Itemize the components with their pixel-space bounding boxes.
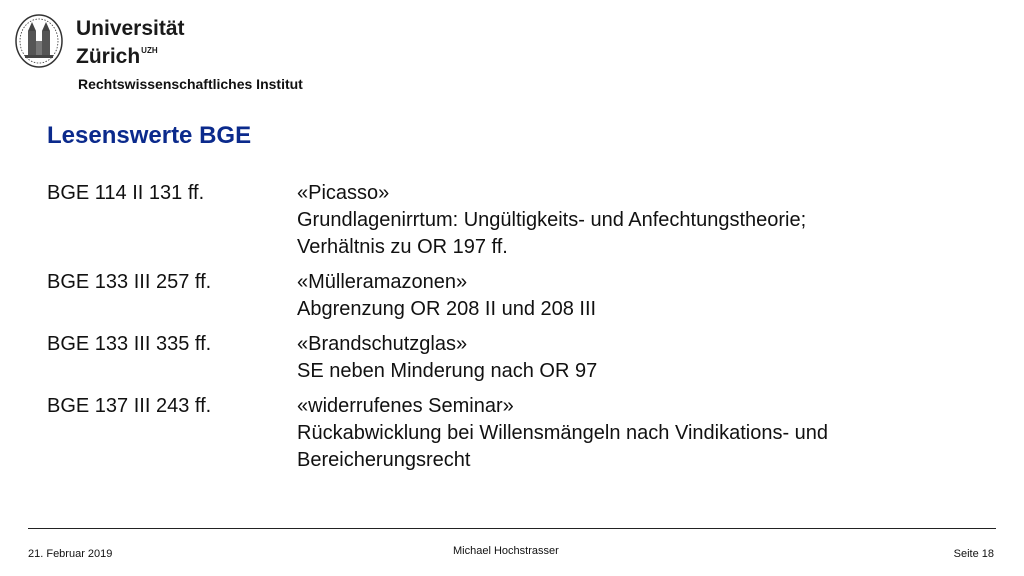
case-name: «widerrufenes Seminar» xyxy=(297,395,514,417)
university-seal-icon xyxy=(14,13,64,69)
footer-divider xyxy=(28,528,996,529)
list-item xyxy=(47,331,997,385)
case-name: «Picasso» xyxy=(297,182,390,204)
case-name: «Brandschutzglas» xyxy=(297,333,468,355)
case-reference: BGE 137 III 243 ff. xyxy=(47,395,212,417)
case-topic: Rückabwicklung bei Willensmängeln nach Vindikations- und xyxy=(297,422,829,444)
list-item xyxy=(47,269,997,323)
case-reference: BGE 114 II 131 ff. xyxy=(47,182,205,204)
footer-author: Michael Hochstrasser xyxy=(453,545,559,557)
case-topic: SE neben Minderung nach OR 97 xyxy=(297,360,598,382)
slide-title: Lesenswerte BGE xyxy=(47,122,252,149)
case-topic: Abgrenzung OR 208 II und 208 III xyxy=(297,298,597,320)
case-name: «Mülleramazonen» xyxy=(297,271,468,293)
page-number: Seite 18 xyxy=(953,548,994,560)
list-item xyxy=(47,393,997,474)
case-description xyxy=(297,180,806,261)
list-item xyxy=(47,180,997,261)
entry-list xyxy=(47,180,997,482)
case-reference: BGE 133 III 335 ff. xyxy=(47,333,212,355)
case-topic: Verhältnis zu OR 197 ff. xyxy=(297,236,508,258)
case-description xyxy=(297,331,597,385)
case-description xyxy=(297,269,596,323)
footer-date: 21. Februar 2019 xyxy=(28,548,113,560)
institute-name: Rechtswissenschaftliches Institut xyxy=(78,76,303,92)
university-name-line1: Universität xyxy=(76,17,185,40)
university-name xyxy=(76,18,185,68)
university-name-line2: Zürich$^{UZH}$ xyxy=(76,45,158,68)
case-topic: Bereicherungsrecht xyxy=(297,449,471,471)
case-reference: BGE 133 III 257 ff. xyxy=(47,271,212,293)
case-topic: Grundlagenirrtum: Ungültigkeits- und Anfechtungstheorie; xyxy=(297,209,807,231)
case-description xyxy=(297,393,828,474)
university-abbr: UZH xyxy=(141,46,158,55)
